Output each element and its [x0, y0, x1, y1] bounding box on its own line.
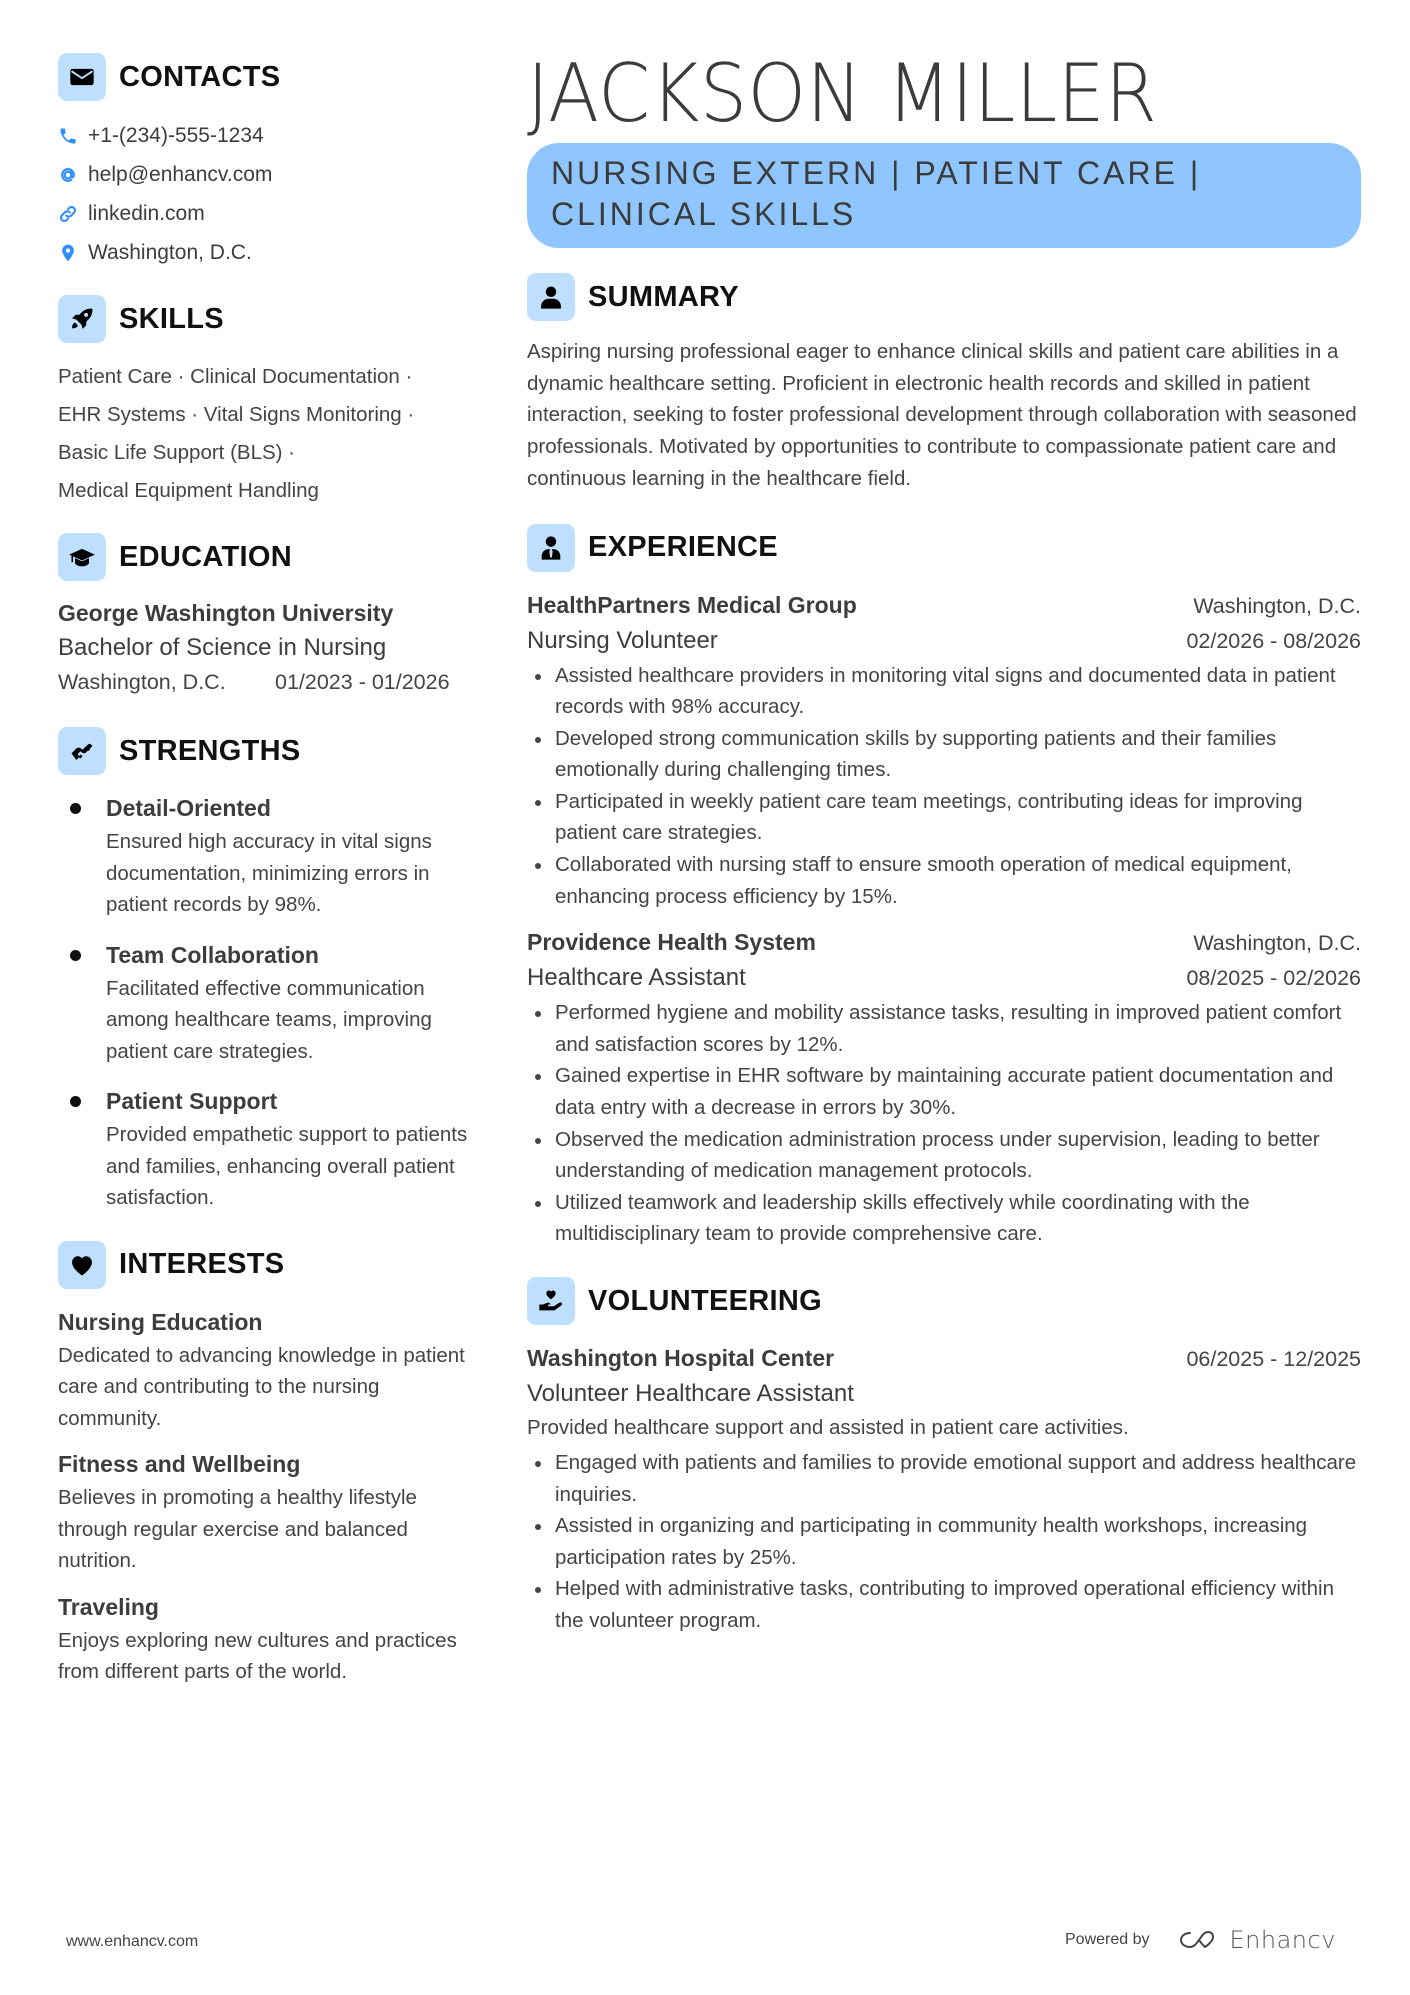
education-header: [58, 532, 488, 582]
section-title: EXPERIENCE: [588, 531, 778, 564]
job-entry: [527, 924, 1361, 1250]
bullet-item: Helped with administrative tasks, contributing to improved operational efficiency within the volunteer program.: [527, 1573, 1361, 1636]
job-header-row: [527, 924, 1361, 961]
headline-box: [527, 143, 1361, 248]
contact-text: +1-(234)-555-1234: [88, 123, 264, 147]
section-title: INTERESTS: [119, 1248, 285, 1280]
section-title: EDUCATION: [119, 540, 292, 573]
strength-title: Team Collaboration: [106, 941, 319, 968]
interest-title: Traveling: [58, 1593, 159, 1620]
footer-branding[interactable]: [1065, 1926, 1336, 1954]
resume-header: [527, 48, 1361, 248]
candidate-name: JACKSON MILLER: [527, 47, 1158, 140]
hand-holding-heart-icon: [527, 1277, 575, 1325]
contact-list: [58, 116, 488, 272]
volunteer-bullets: [527, 1447, 1361, 1637]
interest-item: [58, 1446, 488, 1577]
contact-location: [58, 233, 488, 272]
left-column: [58, 52, 488, 1700]
job-company: Providence Health System: [527, 929, 816, 956]
contact-text: linkedin.com: [88, 201, 205, 225]
section-title: VOLUNTEERING: [588, 1284, 822, 1317]
interest-item: [58, 1589, 488, 1688]
experience-section: [527, 523, 1361, 1251]
strengths-header: [58, 726, 488, 776]
job-location: Washington, D.C.: [1193, 593, 1361, 618]
enhancv-brand-name: Enhancv: [1229, 1926, 1336, 1954]
bullet-item: Assisted in organizing and participating in community health workshops, increasing participation rates by 25%.: [527, 1510, 1361, 1573]
job-dates: 08/2025 - 02/2026: [1186, 966, 1361, 991]
bullet-item: Performed hygiene and mobility assistance tasks, resulting in improved patient comfort and satisfaction scores by 12%.: [527, 997, 1361, 1060]
interest-desc: Enjoys exploring new cultures and practices from different parts of the world.: [58, 1628, 457, 1683]
strengths-section: [58, 726, 488, 1214]
skills-section: [58, 294, 488, 510]
interest-title: Fitness and Wellbeing: [58, 1451, 301, 1477]
graduation-cap-icon: [58, 533, 106, 581]
volunteering-section: [527, 1276, 1361, 1637]
interests-list: [58, 1304, 488, 1688]
contact-text: help@enhancv.com: [88, 162, 273, 186]
section-title: STRENGTHS: [119, 734, 301, 767]
section-title: SUMMARY: [588, 280, 739, 313]
powered-by-label: Powered by: [1065, 1931, 1150, 1948]
bullet-item: Observed the medication administration process under supervision, leading to better understanding of medication management protocols.: [527, 1124, 1361, 1187]
envelope-icon: [58, 53, 106, 101]
contacts-header: [58, 52, 488, 102]
strength-title: Patient Support: [106, 1088, 278, 1114]
skills-line: Patient Care · Clinical Documentation ·: [58, 365, 413, 388]
interests-header: [58, 1240, 488, 1290]
skills-line: EHR Systems · Vital Signs Monitoring ·: [58, 403, 415, 426]
job-bullets: [527, 997, 1361, 1250]
contact-linkedin[interactable]: [58, 194, 488, 233]
interest-title: Nursing Education: [58, 1308, 263, 1335]
education-dates: 01/2023 - 01/2026: [275, 670, 450, 694]
job-location: Washington, D.C.: [1193, 931, 1361, 956]
bullet-dot: [70, 1096, 81, 1107]
education-section: [58, 532, 488, 698]
education-location: Washington, D.C.: [58, 670, 226, 694]
location-pin-icon: [58, 243, 78, 263]
volunteer-org: Washington Hospital Center: [527, 1345, 835, 1372]
enhancv-logo-icon: [1176, 1927, 1222, 1953]
headline-line: CLINICAL SKILLS: [551, 196, 857, 232]
bullet-item: Assisted healthcare providers in monitoring vital signs and documented data in patient records with 98% accuracy.: [527, 660, 1361, 723]
volunteering-header: [527, 1276, 1361, 1326]
right-column: [527, 48, 1361, 1649]
headline-line: NURSING EXTERN | PATIENT CARE |: [551, 155, 1202, 191]
heart-icon: [58, 1241, 106, 1289]
job-role: Healthcare Assistant: [527, 964, 746, 992]
volunteer-dates: 06/2025 - 12/2025: [1186, 1347, 1361, 1372]
job-role-row: [527, 961, 1361, 995]
strength-desc: Provided empathetic support to patients and families, enhancing overall patient satisfaction.: [106, 1123, 468, 1209]
section-title: SKILLS: [119, 302, 224, 335]
interest-desc: Believes in promoting a healthy lifestyle through regular exercise and balanced nutrition.: [58, 1486, 417, 1572]
interests-section: [58, 1240, 488, 1688]
degree: Bachelor of Science in Nursing: [58, 634, 387, 661]
interest-item: [58, 1304, 488, 1435]
school-name: George Washington University: [58, 600, 394, 626]
footer-website-link[interactable]: www.enhancv.com: [66, 1933, 199, 1950]
skills-list: [58, 358, 488, 510]
contact-phone[interactable]: [58, 116, 488, 155]
summary-header: [527, 272, 1361, 322]
experience-header: [527, 523, 1361, 573]
bullet-dot: [70, 803, 81, 814]
education-meta: [58, 666, 488, 698]
job-role: Nursing Volunteer: [527, 626, 718, 654]
link-icon: [58, 204, 78, 224]
handshake-icon: [58, 727, 106, 775]
bullet-item: Collaborated with nursing staff to ensure smooth operation of medical equipment, enhancing process efficiency by 15%.: [527, 849, 1361, 912]
volunteer-entry: [527, 1340, 1361, 1637]
strength-title: Detail-Oriented: [106, 795, 271, 821]
summary-section: [527, 272, 1361, 495]
volunteer-desc: Provided healthcare support and assisted in patient care activities.: [527, 1416, 1129, 1440]
user-icon: [527, 273, 575, 321]
bullet-item: Gained expertise in EHR software by maintaining accurate patient documentation and data entry with a decrease in errors by 30%.: [527, 1060, 1361, 1123]
volunteer-role: Volunteer Healthcare Assistant: [527, 1380, 854, 1408]
at-icon: [58, 165, 78, 185]
job-entry: [527, 587, 1361, 913]
volunteer-header-row: [527, 1340, 1361, 1377]
section-title: CONTACTS: [119, 60, 281, 93]
job-header-row: [527, 587, 1361, 624]
bullet-item: Engaged with patients and families to provide emotional support and address healthcare inquiries.: [527, 1447, 1361, 1510]
strengths-list: [58, 790, 488, 1214]
user-tie-icon: [527, 524, 575, 572]
interest-desc: Dedicated to advancing knowledge in patient care and contributing to the nursing community.: [58, 1343, 465, 1430]
strength-item: [58, 1083, 488, 1214]
skills-header: [58, 294, 488, 344]
job-company: HealthPartners Medical Group: [527, 591, 857, 618]
contact-email[interactable]: [58, 155, 488, 194]
contact-text: Washington, D.C.: [88, 240, 252, 264]
bullet-item: Utilized teamwork and leadership skills effectively while coordinating with the multidisciplinary team to provide comprehensive care.: [527, 1187, 1361, 1250]
skills-line: Medical Equipment Handling: [58, 479, 319, 502]
strength-desc: Facilitated effective communication among healthcare teams, improving patient care strategies.: [106, 976, 432, 1063]
summary-text: Aspiring nursing professional eager to enhance clinical skills and patient care abilities in a dynamic healthcare setting. Proficient in electronic health records and skilled in patient interaction, seeking to foster professional development through collaboration with seasoned professionals. Motivated by opportunities to contribute to compassionate patient care and continuous learning in the healthcare field.: [527, 340, 1357, 490]
bullet-item: Developed strong communication skills by supporting patients and their families emotionally during challenging times.: [527, 723, 1361, 786]
skills-line: Basic Life Support (BLS) ·: [58, 441, 295, 464]
strength-desc: Ensured high accuracy in vital signs documentation, minimizing errors in patient records by 98%.: [106, 830, 432, 916]
bullet-item: Participated in weekly patient care team meetings, contributing ideas for improving patient care strategies.: [527, 786, 1361, 849]
contacts-section: [58, 52, 488, 272]
rocket-icon: [58, 295, 106, 343]
job-dates: 02/2026 - 08/2026: [1186, 628, 1361, 653]
education-entry: [58, 596, 488, 698]
job-bullets: [527, 660, 1361, 913]
strength-item: [58, 790, 488, 921]
bullet-dot: [70, 950, 81, 961]
strength-item: [58, 937, 488, 1068]
job-role-row: [527, 624, 1361, 658]
phone-icon: [58, 126, 78, 146]
